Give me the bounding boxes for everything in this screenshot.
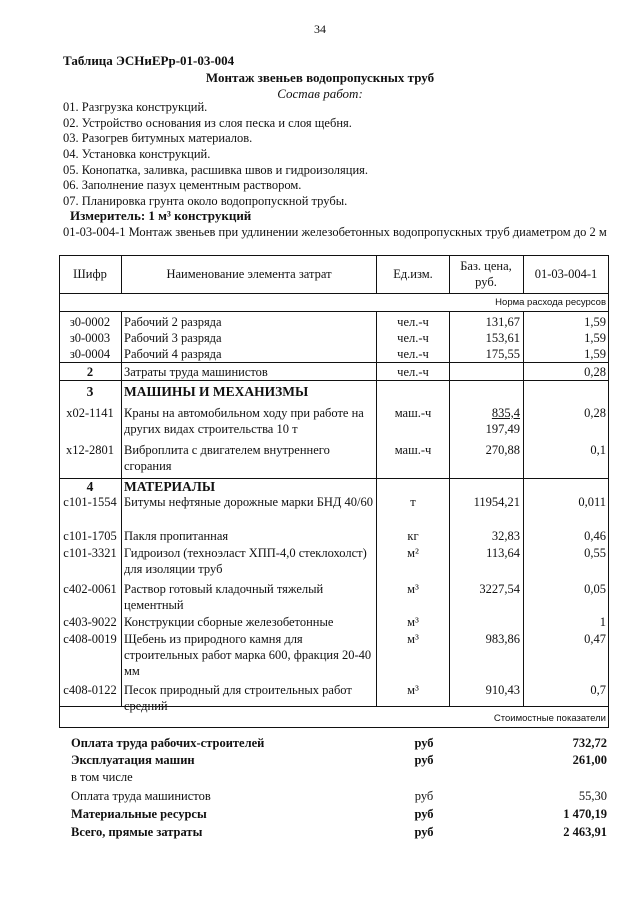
row-name: Битумы нефтяные дорожные марки БНД 40/60 — [124, 495, 374, 509]
row-code: 2 — [86, 365, 94, 379]
cost-indicators-note: Стоимостные показатели — [493, 713, 606, 724]
row-price: 835,4 — [491, 406, 520, 420]
row-price: 131,67 — [485, 315, 520, 329]
row-norm: 1,59 — [584, 315, 606, 329]
total-value: 55,30 — [578, 789, 607, 803]
row-code: х12-2801 — [66, 443, 114, 457]
row-norm: 1 — [599, 615, 606, 629]
row-name: Виброплита с двигателем внутреннего сгорания — [124, 443, 330, 473]
row-code: з0-0003 — [69, 331, 111, 345]
work-item: 02. Устройство основания из слоя песка и слоя щебня. — [63, 115, 352, 130]
total-label: Материальные ресурсы — [71, 807, 207, 821]
row-name: Песок природный для строительных работ средний — [124, 683, 352, 713]
row-unit: чел.-ч — [397, 347, 429, 361]
row-code: с408-0122 — [63, 683, 117, 697]
section-code: 3 — [86, 384, 94, 399]
row-norm: 0,28 — [584, 365, 606, 379]
row-name: Щебень из природного камня для строительных работ марка 600, фракция 20-40 мм — [124, 632, 372, 678]
header-price: Баз. цена, руб. — [460, 259, 512, 289]
row-code: с408-0019 — [63, 632, 117, 646]
row-code: з0-0002 — [69, 315, 111, 329]
row-unit: кг — [407, 529, 419, 543]
row-price: 32,83 — [491, 529, 520, 543]
total-value: 261,00 — [572, 753, 607, 767]
row-name: Рабочий 4 разряда — [124, 347, 222, 361]
row-price: 3227,54 — [479, 582, 520, 596]
row-name: Пакля пропитанная — [124, 529, 229, 543]
works-subtitle: Состав работ: — [277, 86, 363, 101]
total-value: 732,72 — [572, 736, 607, 750]
row-code: с403-9022 — [63, 615, 117, 629]
row-name: Рабочий 3 разряда — [124, 331, 222, 345]
work-item: 06. Заполнение пазух цементным раствором. — [63, 178, 302, 193]
code-description: 01-03-004-1 Монтаж звеньев при удлинении железобетонных водопропускных труб диаметром до 2 м — [63, 225, 607, 239]
row-norm: 0,1 — [590, 443, 606, 457]
total-unit: руб — [414, 736, 434, 750]
row-unit: т — [410, 495, 416, 509]
row-norm: 0,28 — [584, 406, 606, 420]
row-price: 270,88 — [485, 443, 520, 457]
document-title: Монтаж звеньев водопропускных труб — [205, 70, 435, 85]
row-norm: 1,59 — [584, 347, 606, 361]
total-unit: руб — [414, 789, 434, 803]
header-norm: 01-03-004-1 — [534, 267, 598, 281]
row-unit: м³ — [407, 582, 419, 596]
row-price: 175,55 — [485, 347, 520, 361]
row-norm: 0,55 — [584, 546, 606, 560]
header-unit: Ед.изм. — [393, 267, 433, 281]
table-id: Таблица ЭСНиЕРр-01-03-004 — [63, 53, 235, 68]
row-unit: чел.-ч — [397, 315, 429, 329]
row-price: 113,64 — [486, 546, 520, 560]
row-norm: 1,59 — [584, 331, 606, 345]
row-norm: 0,47 — [584, 632, 606, 646]
row-name: Раствор готовый кладочный тяжелый цементный — [124, 582, 324, 612]
total-unit: руб — [414, 825, 434, 839]
row-unit: чел.-ч — [397, 365, 429, 379]
section-title: МАТЕРИАЛЫ — [124, 479, 216, 494]
row-name: Гидроизол (техноэласт ХПП-4,0 стеклохолст) для изоляции труб — [124, 546, 367, 576]
row-norm: 0,46 — [584, 529, 606, 543]
work-item: 07. Планировка грунта около водопропускной трубы. — [63, 194, 348, 209]
header-name: Наименование элемента затрат — [166, 267, 332, 281]
row-code: с101-1554 — [63, 495, 117, 509]
row-norm: 0,05 — [584, 582, 606, 596]
row-name: Затраты труда машинистов — [124, 365, 268, 379]
row-name: Краны на автомобильном ходу при работе на других видах строительства 10 т — [124, 406, 364, 436]
total-value: 1 470,19 — [563, 807, 607, 821]
total-label: Оплата труда машинистов — [71, 789, 211, 803]
work-item: 05. Конопатка, заливка, расшивка швов и гидроизоляция. — [63, 162, 369, 177]
section-title: МАШИНЫ И МЕХАНИЗМЫ — [124, 384, 309, 399]
row-price: 153,61 — [485, 331, 520, 345]
total-label: Всего, прямые затраты — [71, 825, 203, 839]
row-unit: м³ — [407, 615, 419, 629]
header-code: Шифр — [73, 267, 107, 281]
row-name: Рабочий 2 разряда — [124, 315, 222, 329]
work-item: 03. Разогрев битумных материалов. — [63, 131, 253, 146]
total-label: Оплата труда рабочих-строителей — [71, 736, 265, 750]
total-value: 2 463,91 — [563, 825, 607, 839]
resource-table — [59, 255, 609, 727]
row-unit: маш.-ч — [394, 406, 432, 420]
norm-consumption-note: Норма расхода ресурсов — [495, 297, 606, 308]
row-price: 910,43 — [485, 683, 520, 697]
page-number: 34 — [314, 22, 326, 36]
row-unit: м³ — [407, 683, 419, 697]
row-name: Конструкции сборные железобетонные — [124, 615, 334, 629]
row-code: с402-0061 — [63, 582, 117, 596]
row-norm: 0,011 — [578, 495, 606, 509]
row-unit: м² — [407, 546, 419, 560]
work-item: 04. Установка конструкций. — [63, 147, 211, 162]
section-code: 4 — [86, 479, 94, 494]
total-label: Эксплуатация машин — [71, 753, 195, 767]
row-code: х02-1141 — [66, 406, 114, 420]
measure-unit: Измеритель: 1 м³ конструкций — [70, 208, 252, 223]
row-code: с101-3321 — [63, 546, 117, 560]
total-unit: руб — [414, 753, 434, 767]
row-price: 983,86 — [485, 632, 520, 646]
row-price: 11954,21 — [473, 495, 520, 509]
row-unit: м³ — [407, 632, 419, 646]
row-code: с101-1705 — [63, 529, 117, 543]
row-unit: чел.-ч — [397, 331, 429, 345]
row-price-secondary: 197,49 — [485, 422, 520, 436]
row-norm: 0,7 — [590, 683, 606, 697]
total-label: в том числе — [71, 770, 133, 784]
row-code: з0-0004 — [69, 347, 111, 361]
work-item: 01. Разгрузка конструкций. — [63, 100, 208, 114]
works-list — [63, 100, 368, 210]
row-unit: маш.-ч — [394, 443, 432, 457]
total-unit: руб — [414, 807, 434, 821]
